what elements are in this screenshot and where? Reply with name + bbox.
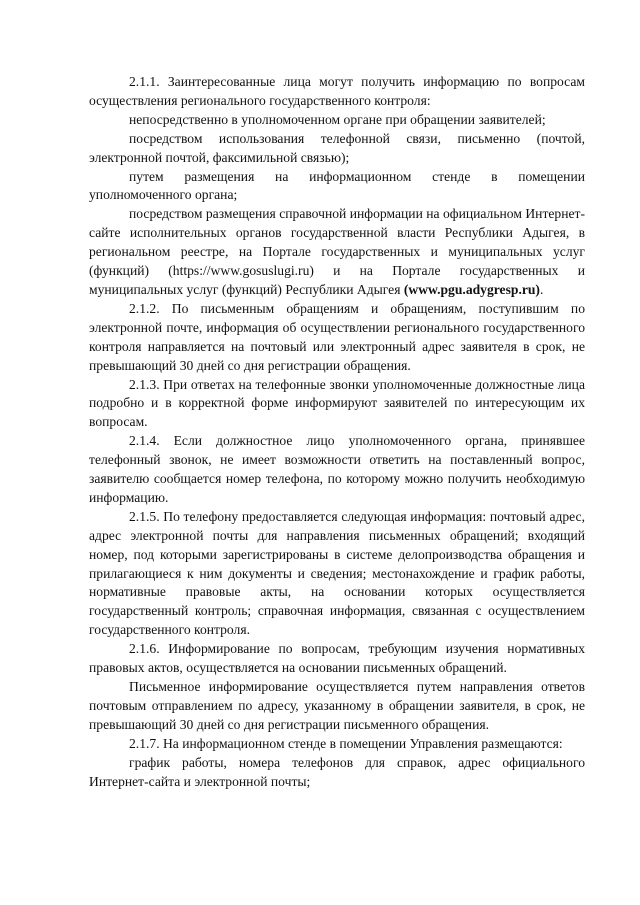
- paragraph-2-1-5: 2.1.5. По телефону предоставляется следующая информация: почтовый адрес, адрес электронной почты для направления письменных обращений; входящий номер, под которыми зарегистрированы в системе делопроизводства обращения и прилагающиеся к ним документы и сведения; местонахождение и график работы, нормативные правовые акты, на основании которых осуществляется государственный контроль; справочная информация, связанная с осуществлением государственного контроля.: [89, 508, 585, 638]
- paragraph-telephone: посредством использования телефонной связи, письменно (почтой, электронной почтой, факсимильной связью);: [89, 130, 585, 165]
- portal-link: (www.pgu.adygresp.ru): [403, 281, 540, 297]
- paragraph-2-1-4: 2.1.4. Если должностное лицо уполномоченного органа, принявшее телефонный звонок, не имеет возможности ответить на поставленный вопрос, заявителю сообщается номер телефона, по которому можно получить необходимую информацию.: [89, 433, 585, 505]
- paragraph-2-1-7: 2.1.7. На информационном стенде в помещении Управления размещаются:: [129, 735, 563, 751]
- paragraph-direct-contact: непосредственно в уполномоченном органе при обращении заявителей;: [129, 111, 546, 127]
- paragraph-internet: [89, 205, 585, 300]
- paragraph-written-info: Письменное информирование осуществляется путем направления ответов почтовым отправлением по адресу, указанному в обращении заявителя, в срок, не превышающий 30 дней со дня регистрации письменного обращения.: [89, 679, 585, 732]
- document-body: [89, 73, 585, 791]
- paragraph-2-1-6: 2.1.6. Информирование по вопросам, требующим изучения нормативных правовых актов, осуществляется на основании письменных обращений.: [89, 641, 585, 676]
- paragraph-2-1-2: 2.1.2. По письменным обращениям и обращениям, поступившим по электронной почте, информация об осуществлении регионального государственного контроля направляется на почтовый или электронный адрес заявителя в срок, не превышающий 30 дней со дня регистрации обращения.: [89, 300, 585, 373]
- paragraph-2-1-1: 2.1.1. Заинтересованные лица могут получить информацию по вопросам осуществления регионального государственного контроля:: [89, 74, 585, 108]
- paragraph-schedule: график работы, номера телефонов для справок, адрес официального Интернет-сайта и электронной почты;: [89, 754, 585, 789]
- paragraph-info-stand: путем размещения на информационном стенде в помещении уполномоченного органа;: [89, 168, 585, 203]
- paragraph-2-1-3: 2.1.3. При ответах на телефонные звонки уполномоченные должностные лица подробно и в корректной форме информируют заявителей по интересующим их вопросам.: [89, 376, 585, 430]
- paragraph-internet-end: .: [539, 281, 544, 297]
- paragraph-internet-text: посредством размещения справочной информации на официальном Интернет-сайте исполнительных органов государственной власти Республики Адыгея, в региональном реестре, на Портале государственных и муниципальных услуг (функций) (https://www.gosuslugi.ru) и на Портале государственных и муниципальных услуг (функций) Республики Адыгея: [89, 206, 585, 297]
